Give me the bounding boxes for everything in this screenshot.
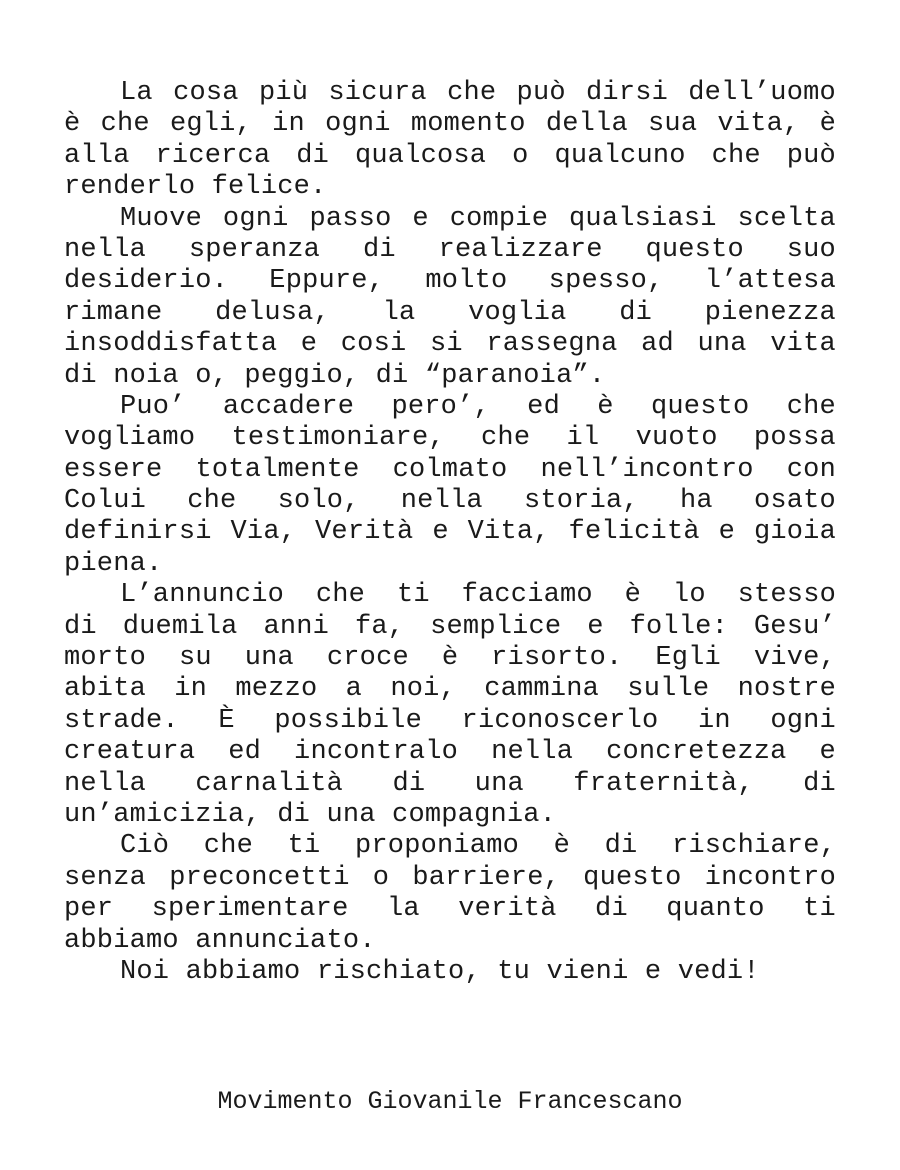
word: Ciò (120, 831, 170, 862)
word: qualcosa (354, 140, 487, 171)
word: abita (64, 674, 147, 705)
word: con (786, 454, 836, 485)
word: Muove (120, 203, 203, 234)
word: rimane (64, 297, 163, 328)
word: questo (583, 862, 682, 893)
paragraph (64, 204, 836, 392)
word: su (178, 643, 212, 674)
paragraph (64, 392, 836, 580)
word: o (372, 862, 390, 893)
word: e (819, 737, 836, 768)
word: spesso, (548, 266, 664, 297)
text-line (64, 78, 836, 109)
word: mezzo (235, 674, 318, 705)
text-line: Noi abbiamo rischiato, tu vieni e vedi! (120, 956, 760, 987)
word: di (392, 768, 426, 799)
word: gioia (753, 517, 836, 548)
word: L’annuncio (120, 580, 285, 611)
word: per (64, 894, 114, 925)
word: Vita, (467, 517, 550, 548)
word: dirsi (586, 78, 669, 108)
word: di (604, 831, 638, 862)
word: Colui (64, 486, 147, 517)
word: delusa, (215, 297, 330, 328)
paragraph (64, 831, 836, 957)
word: può (786, 140, 836, 171)
word: Gesu’ (753, 611, 836, 642)
word: ricerca (155, 140, 271, 171)
word: una (697, 329, 747, 360)
word: È (218, 705, 235, 736)
word: che (203, 831, 254, 862)
word: vita, (717, 109, 800, 140)
word: sicura (328, 78, 427, 108)
text-line (64, 298, 836, 329)
word: che (187, 486, 237, 517)
text-line (64, 580, 836, 611)
word: che (481, 423, 531, 454)
text-line: abbiamo annunciato. (64, 925, 376, 956)
word: sperimentare (151, 894, 349, 925)
text-line (64, 204, 836, 235)
word: risorto. (491, 643, 623, 674)
word: e (300, 329, 318, 360)
word: o (512, 140, 529, 171)
text-line (64, 674, 836, 705)
text-line (64, 863, 836, 894)
word: croce (326, 643, 409, 674)
word: incontralo (294, 737, 459, 768)
word: e (432, 517, 449, 548)
word: quanto (666, 894, 765, 925)
word: nostre (737, 674, 836, 705)
word: nella (491, 737, 574, 768)
word: ti (396, 580, 430, 611)
word: è (64, 109, 81, 140)
word: che (447, 78, 497, 108)
word: pero’, (391, 391, 490, 422)
text-line (64, 109, 836, 140)
word: in (697, 705, 731, 736)
word: sua (648, 109, 698, 140)
word: qualcuno (554, 140, 686, 171)
word: morto (64, 643, 147, 674)
word: dell’uomo (688, 78, 836, 108)
word: passo (309, 203, 392, 234)
word: una (474, 768, 524, 799)
word: insoddisfatta (64, 329, 278, 360)
word: semplice (430, 611, 562, 642)
word: storia, (523, 486, 639, 517)
word: concretezza (606, 737, 787, 768)
word: folle: (629, 611, 728, 642)
word: che (711, 140, 761, 171)
word: Egli (655, 643, 721, 674)
word: ad (641, 329, 674, 360)
word: nella (64, 234, 147, 265)
word: il (566, 423, 600, 454)
text-line (64, 517, 836, 548)
word: questo (645, 234, 744, 265)
word: accadere (222, 391, 355, 422)
word: qualsiasi (569, 203, 717, 234)
word: vive, (753, 643, 836, 674)
word: stesso (737, 580, 836, 611)
word: solo, (277, 486, 360, 517)
word: totalmente (195, 454, 360, 485)
word: vogliamo (64, 423, 196, 454)
text-line (64, 486, 836, 517)
word: possibile (274, 705, 422, 736)
word: della (545, 109, 628, 140)
word: di (362, 234, 396, 265)
word: testimoniare, (231, 423, 445, 454)
word: senza (64, 862, 147, 893)
word: e (718, 517, 736, 548)
word: noi, (390, 674, 456, 705)
word: Puo’ (120, 391, 186, 422)
word: facciamo (461, 580, 593, 611)
word: compie (449, 203, 549, 234)
word: felicità (568, 517, 700, 548)
word: nella (400, 486, 483, 517)
word: barriere, (412, 862, 560, 893)
text-line (64, 266, 836, 297)
text-line (64, 612, 836, 643)
word: momento (410, 109, 526, 140)
word: che (786, 391, 836, 422)
word: è (553, 831, 570, 862)
word: riconoscerlo (461, 705, 659, 736)
word: preconcetti (169, 862, 350, 893)
word: fa, (354, 611, 405, 642)
word: creatura (64, 737, 196, 768)
word: di (619, 297, 653, 328)
word: egli, (169, 109, 252, 140)
word: ti (287, 831, 321, 862)
word: una (244, 643, 294, 674)
word: l’attesa (704, 266, 836, 297)
word: La (120, 78, 153, 108)
text-line (64, 423, 836, 454)
word: ti (803, 894, 836, 925)
word: nell’incontro (540, 454, 754, 485)
word: ogni (770, 705, 836, 736)
word: lo (672, 580, 706, 611)
word: di (595, 894, 628, 925)
word: fraternità, (573, 768, 754, 799)
word: e (587, 611, 604, 642)
paragraph (64, 957, 836, 988)
word: Eppure, (269, 266, 385, 297)
word: in (174, 674, 208, 705)
word: rischiare, (671, 831, 836, 862)
word: di (803, 768, 836, 799)
word: sulle (627, 674, 710, 705)
word: alla (64, 140, 130, 171)
word: possa (753, 423, 836, 454)
word: è (819, 109, 836, 140)
text-line: di noia o, peggio, di “paranoia”. (64, 360, 606, 391)
word: di (64, 611, 97, 642)
word: è (597, 391, 614, 422)
word: molto (425, 266, 508, 297)
word: in (272, 109, 305, 140)
word: speranza (188, 234, 321, 265)
word: cammina (484, 674, 600, 705)
word: ogni (325, 109, 391, 140)
text-line (64, 235, 836, 266)
paragraph (64, 580, 836, 831)
word: questo (650, 391, 750, 422)
word: più (258, 78, 309, 108)
word: realizzare (438, 234, 603, 265)
text-line: renderlo felice. (64, 172, 327, 203)
word: è (624, 580, 642, 611)
text-line (64, 141, 836, 172)
text-line (64, 769, 836, 800)
word: incontro (704, 862, 836, 893)
text-line (64, 329, 836, 360)
body-text (64, 78, 836, 988)
text-line (64, 455, 836, 486)
word: e (412, 203, 429, 234)
word: rassegna (486, 329, 618, 360)
word: ed (527, 391, 560, 422)
word: la (386, 894, 420, 925)
text-line (64, 831, 836, 862)
word: che (315, 580, 366, 611)
word: colmato (392, 454, 508, 485)
word: la (382, 297, 416, 328)
text-line (64, 643, 836, 674)
word: è (441, 643, 459, 674)
text-line (64, 392, 836, 423)
word: osato (753, 486, 836, 517)
word: essere (64, 454, 163, 485)
text-line: un’amicizia, di una compagnia. (64, 799, 557, 830)
word: si (429, 329, 463, 360)
word: Via, (230, 517, 297, 548)
word: anni (263, 611, 330, 642)
word: suo (786, 234, 836, 265)
word: nella (64, 768, 147, 799)
text-line: piena. (64, 548, 163, 579)
signature: Movimento Giovanile Francescano (217, 1087, 683, 1116)
text-line (64, 737, 836, 768)
word: strade. (64, 705, 179, 736)
word: cosa (173, 78, 239, 108)
paragraph (64, 78, 836, 204)
word: verità (458, 894, 557, 925)
word: voglia (468, 297, 567, 328)
word: proponiamo (354, 831, 520, 862)
word: desiderio. (64, 266, 229, 297)
word: duemila (122, 611, 238, 642)
word: vita (770, 329, 836, 360)
word: scelta (737, 203, 836, 234)
word: definirsi (64, 517, 212, 548)
word: ogni (222, 203, 289, 234)
word: vuoto (635, 423, 718, 454)
word: a (345, 674, 363, 705)
text-line (64, 706, 836, 737)
word: cosi (340, 329, 407, 360)
word: ed (228, 737, 262, 768)
word: carnalità (195, 768, 344, 799)
word: di (296, 140, 330, 171)
text-line (64, 894, 836, 925)
word: può (516, 78, 566, 108)
word: Verità (315, 517, 414, 548)
word: che (100, 109, 150, 140)
word: pienezza (704, 297, 836, 328)
word: ha (679, 486, 713, 517)
